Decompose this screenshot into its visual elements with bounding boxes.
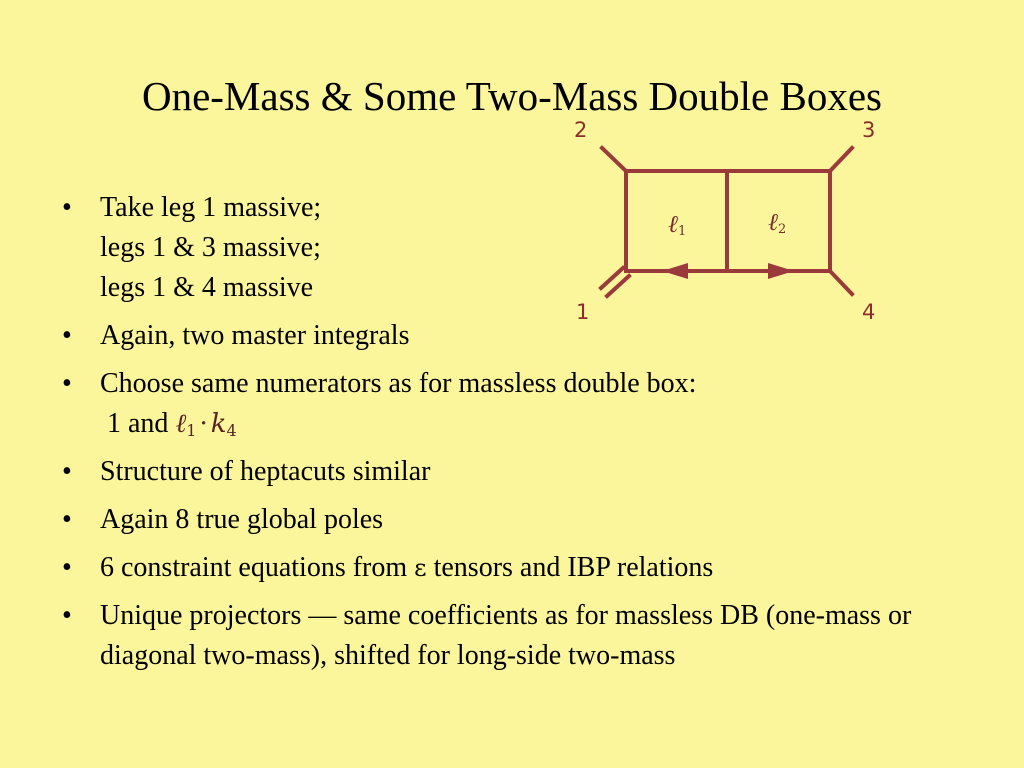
loop-label-l1: ℓ$_1$ xyxy=(668,210,687,239)
bullet-text: Again, two master integrals xyxy=(100,320,410,351)
bullet-icon: • xyxy=(62,552,72,583)
bullet-item-massive-legs xyxy=(60,188,520,308)
bullet-item-heptacuts xyxy=(60,452,1010,492)
bullet-icon: • xyxy=(62,368,72,399)
bullet-item-projectors xyxy=(60,596,1010,676)
bullet-item-global-poles xyxy=(60,500,1010,540)
bullet-item-master-integrals xyxy=(60,316,1010,356)
bullet-text: Choose same numerators as for massless double box: xyxy=(100,368,697,399)
bullet-item-constraints xyxy=(60,548,1010,588)
loop-label-l2: ℓ$_2$ xyxy=(768,208,787,237)
bullet-text: tensors and IBP relations xyxy=(426,552,714,583)
leg-2-line xyxy=(602,148,626,171)
leg-label-4: 4 xyxy=(862,300,876,324)
bullet-text: 6 constraint equations from xyxy=(100,552,415,583)
bullet-line: legs 1 & 4 massive xyxy=(100,272,314,303)
bullet-text: 1 and xyxy=(100,408,176,439)
bullet-icon: • xyxy=(62,192,72,223)
bullet-line-math xyxy=(100,404,1010,444)
bullet-line: legs 1 & 3 massive; xyxy=(100,232,321,263)
bullet-icon: • xyxy=(62,600,72,631)
bullet-text: Structure of heptacuts similar xyxy=(100,456,431,487)
bullet-line: Take leg 1 massive; xyxy=(100,192,322,223)
slide-title: One-Mass & Some Two-Mass Double Boxes xyxy=(141,73,883,119)
bullet-icon: • xyxy=(62,456,72,487)
numerator-math: ℓ$_1$ · $k_4$ xyxy=(175,409,237,440)
bullet-text: Unique projectors — same coefficients as for massless DB (one-mass or diagonal two-mass), shifted for long-side two-mass xyxy=(100,600,912,671)
leg-label-2: 2 xyxy=(574,118,588,142)
bullet-icon: • xyxy=(62,504,72,535)
bullet-text: Again 8 true global poles xyxy=(100,504,384,535)
leg-3-line xyxy=(830,148,852,171)
epsilon-symbol: ε xyxy=(414,554,427,582)
leg-label-1: 1 xyxy=(576,300,590,324)
leg-label-3: 3 xyxy=(862,118,876,142)
bullet-item-numerators xyxy=(60,364,1010,444)
bullet-icon: • xyxy=(62,320,72,351)
bullet-list xyxy=(60,188,1010,684)
